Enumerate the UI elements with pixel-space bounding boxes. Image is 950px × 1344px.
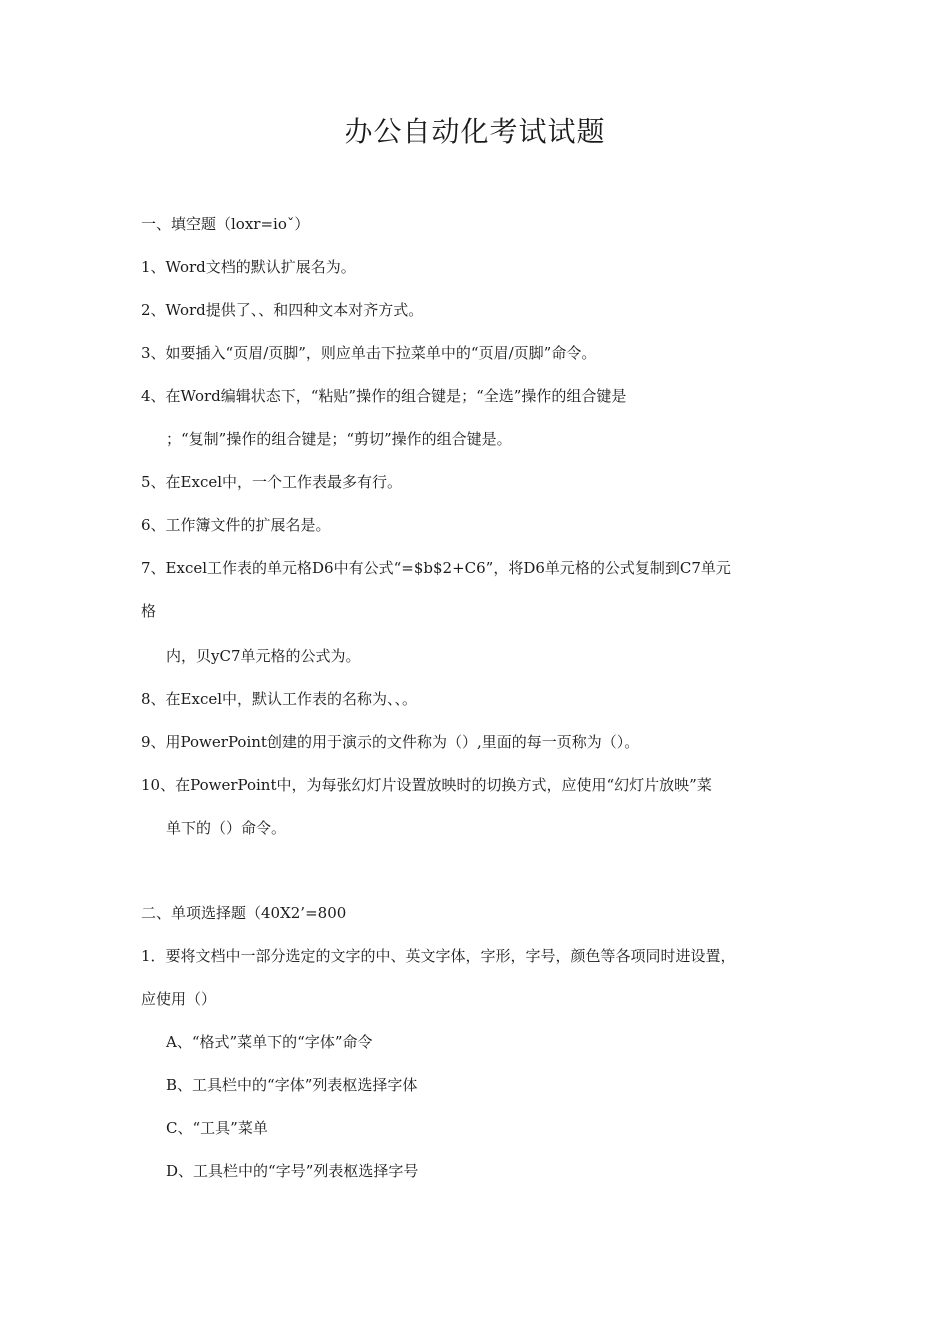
choice-q1-option-c: C、“工具”菜单 bbox=[166, 1119, 268, 1137]
fill-item-9: 9、用PowerPoint创建的用于演示的文件称为（）,里面的每一页称为（）。 bbox=[141, 733, 640, 751]
choice-q1-option-b: B、工具栏中的“字体”列表枢选择字体 bbox=[166, 1076, 418, 1094]
fill-item-5: 5、在Excel中，一个工作表最多有行。 bbox=[141, 473, 403, 491]
fill-item-4-cont: ；“复制”操作的组合键是；“剪切”操作的组合键是。 bbox=[166, 430, 512, 448]
fill-item-2: 2、Word提供了、、和四种文本对齐方式。 bbox=[141, 301, 424, 319]
fill-item-6: 6、工作簿文件的扩展名是。 bbox=[141, 516, 331, 534]
fill-item-10-cont: 单下的（）命令。 bbox=[166, 819, 287, 837]
fill-item-8: 8、在Excel中，默认工作表的名称为、、。 bbox=[141, 690, 418, 708]
choice-q1-line2: 应使用（） bbox=[141, 990, 217, 1008]
choice-q1-option-a: A、“格式”菜单下的“字体”命令 bbox=[166, 1033, 373, 1051]
fill-item-7-cont: 格 bbox=[141, 602, 157, 620]
section1-heading: 一、填空题（loxr=ioˇ） bbox=[141, 215, 310, 233]
fill-item-7: 7、Excel工作表的单元格D6中有公式“=$b$2+C6”，将D6单元格的公式复制到C7单元 bbox=[141, 559, 731, 577]
fill-item-10: 10、在PowerPoint中，为每张幻灯片设置放映时的切换方式，应使用“幻灯片放映”菜 bbox=[141, 776, 712, 794]
choice-q1-option-d: D、工具栏中的“字号”列表枢选择字号 bbox=[166, 1162, 419, 1180]
document-title: 办公自动化考试试题 bbox=[344, 115, 606, 148]
fill-item-4: 4、在Word编辑状态下，“粘贴”操作的组合键是；“全选”操作的组合键是 bbox=[141, 387, 627, 405]
fill-item-7-cont2: 内，贝yC7单元格的公式为。 bbox=[166, 647, 361, 665]
section2-heading: 二、单项选择题（40X2’=800 bbox=[141, 904, 347, 922]
choice-q1-line1: 1．要将文档中一部分选定的文字的中、英文字体，字形，字号，颜色等各项同时进设置， bbox=[141, 947, 736, 965]
fill-item-3: 3、如要插入“页眉/页脚”，则应单击下拉菜单中的“页眉/页脚”命令。 bbox=[141, 344, 597, 362]
fill-item-1: 1、Word文档的默认扩展名为。 bbox=[141, 258, 356, 276]
